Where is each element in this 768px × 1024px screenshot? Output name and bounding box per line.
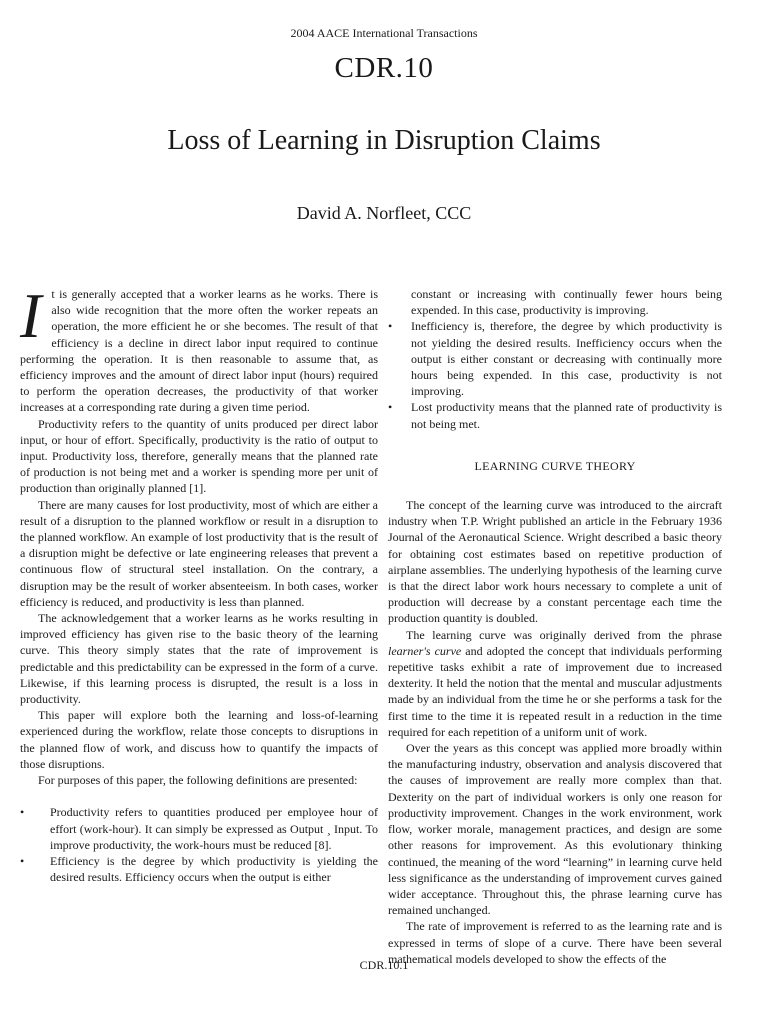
- drop-cap: I: [20, 280, 42, 351]
- list-item: [20, 853, 378, 885]
- intro-paragraph: [20, 280, 378, 416]
- paper-id: CDR.10: [334, 52, 434, 84]
- text-run: The learning curve was originally derived from the phrase: [406, 627, 722, 642]
- section-heading: LEARNING CURVE THEORY: [474, 458, 636, 473]
- body-paragraph: The acknowledgement that a worker learns as he works resulting in improved efficiency has given rise to the basic theory of the learning curve. This theory simply states that the rate of improvement is predictable and this predictability can be expressed in the form of a curve. Likewise, if this learning process is disrupted, the result is a loss in productivity.: [20, 611, 378, 707]
- spacer: [20, 788, 378, 804]
- list-item: [388, 318, 722, 399]
- journal-header: 2004 AACE International Transactions: [290, 26, 478, 40]
- body-paragraph: This paper will explore both the learning and loss-of-learning experienced during the workflow, relate those concepts to disruptions in the planned flow of work, and discuss how to quantify the impacts of those disruptions.: [20, 708, 378, 771]
- list-item-text: Productivity refers to quantities produced per employee hour of effort (work-hour). It can simply be expressed as Output ¸ Input. To improve productivity, the work-hours must be reduced [8].: [50, 805, 378, 852]
- paper-title: Loss of Learning in Disruption Claims: [167, 125, 601, 156]
- definitions-list-continued: [388, 286, 722, 432]
- right-column: [388, 286, 722, 967]
- list-item: [388, 286, 722, 318]
- definitions-list: [20, 804, 378, 885]
- body-paragraph: Over the years as this concept was applied more broadly within the manufacturing industry, observation and analysis discovered that the causes of improvement are really more complex than that. Dexterity on the part of individual workers is only one reason for productivity improvement. Changes in the work environment, work flow, worker morale, management practices, and design are some other reasons for improvement. As this evolutionary thinking continued, the meaning of the word “learning” in learning curve held less significance as the understanding of improvement curves gained wider acceptance. Throughout this, the phrase learning curve has remained unchanged.: [388, 741, 722, 918]
- bullet-icon: •: [388, 319, 393, 334]
- emphasis-text: learner's curve: [388, 643, 462, 658]
- body-paragraph: For purposes of this paper, the following definitions are presented:: [38, 773, 358, 788]
- list-item-text: Lost productivity means that the planned rate of productivity is not being met.: [411, 400, 722, 431]
- body-paragraph: Productivity refers to the quantity of units produced per direct labor input, or hour of effort. Specifically, productivity is the ratio of output to input. Productivity loss, therefore, generally means that the planned rate of production is not being met and a worker is spending more per unit of production than originally planned [1].: [20, 416, 378, 496]
- bullet-icon: •: [388, 400, 393, 415]
- body-paragraph: There are many causes for lost productivity, most of which are either a result of a disruption to the planned workflow or result in a disruption to the planned workflow. An example of lost productivity that is the result of a disruption might be defective or late engineering releases that prevent a continuous flow of structural steel installation. On the contrary, a disruption may be the result of worker absenteeism. In both cases, worker efficiency is reduced, and productivity is less than planned.: [20, 497, 378, 609]
- list-item-text: constant or increasing with continually fewer hours being expended. In this case, productivity is improving.: [411, 287, 722, 318]
- body-paragraph: [388, 627, 722, 740]
- intro-text: t is generally accepted that a worker learns as he works. There is also wide recognition that the more often the worker repeats an operation, the more efficient he or she becomes. The result of that efficiency is a decline in direct labor input required to continue performing the operation. It is then reasonable to assume that, as efficiency improves and the amount of direct labor input (hours) required to perform the operation decreases, the productivity of that worker increases at a corresponding rate during a given time period.: [20, 287, 378, 415]
- page-number: CDR.10.1: [359, 958, 409, 972]
- list-item-text: Inefficiency is, therefore, the degree by which productivity is not yielding the desired results. Inefficiency occurs when the output is either constant or decreasing with continually more hours being expended. In this case, productivity is not improving.: [411, 319, 722, 399]
- text-run: and adopted the concept that individuals performing repetitive tasks exhibit a rate of improvement due to increased dexterity. It held the notion that the mental and muscular adjustments made by an individual from the time he or she performs a task for the first time to the time it is repeated result in a reduction in the time required for each repetition of a uniform unit of work.: [388, 643, 722, 739]
- list-item: [388, 399, 722, 431]
- list-item: [20, 804, 378, 853]
- bullet-icon: •: [20, 805, 25, 820]
- body-paragraph: The concept of the learning curve was introduced to the aircraft industry when T.P. Wright published an article in the February 1936 Journal of the Aeronautical Science. Wright described a basic theory for obtaining cost estimates based on repetitive production of airplane assemblies. The underlying hypothesis of the learning curve is that the direct labor work hours necessary to complete a unit of production will decrease by a constant percentage each time the production quantity is doubled.: [388, 498, 722, 626]
- author-line: David A. Norfleet, CCC: [296, 203, 472, 223]
- bullet-icon: •: [20, 853, 25, 868]
- list-item-text: Efficiency is the degree by which productivity is yielding the desired results. Efficiency occurs when the output is either: [50, 853, 378, 885]
- body-paragraph: The rate of improvement is referred to as the learning rate and is expressed in terms of slope of a curve. There have been several mathematical models developed to show the effects of the: [388, 919, 722, 966]
- left-column: [20, 280, 378, 885]
